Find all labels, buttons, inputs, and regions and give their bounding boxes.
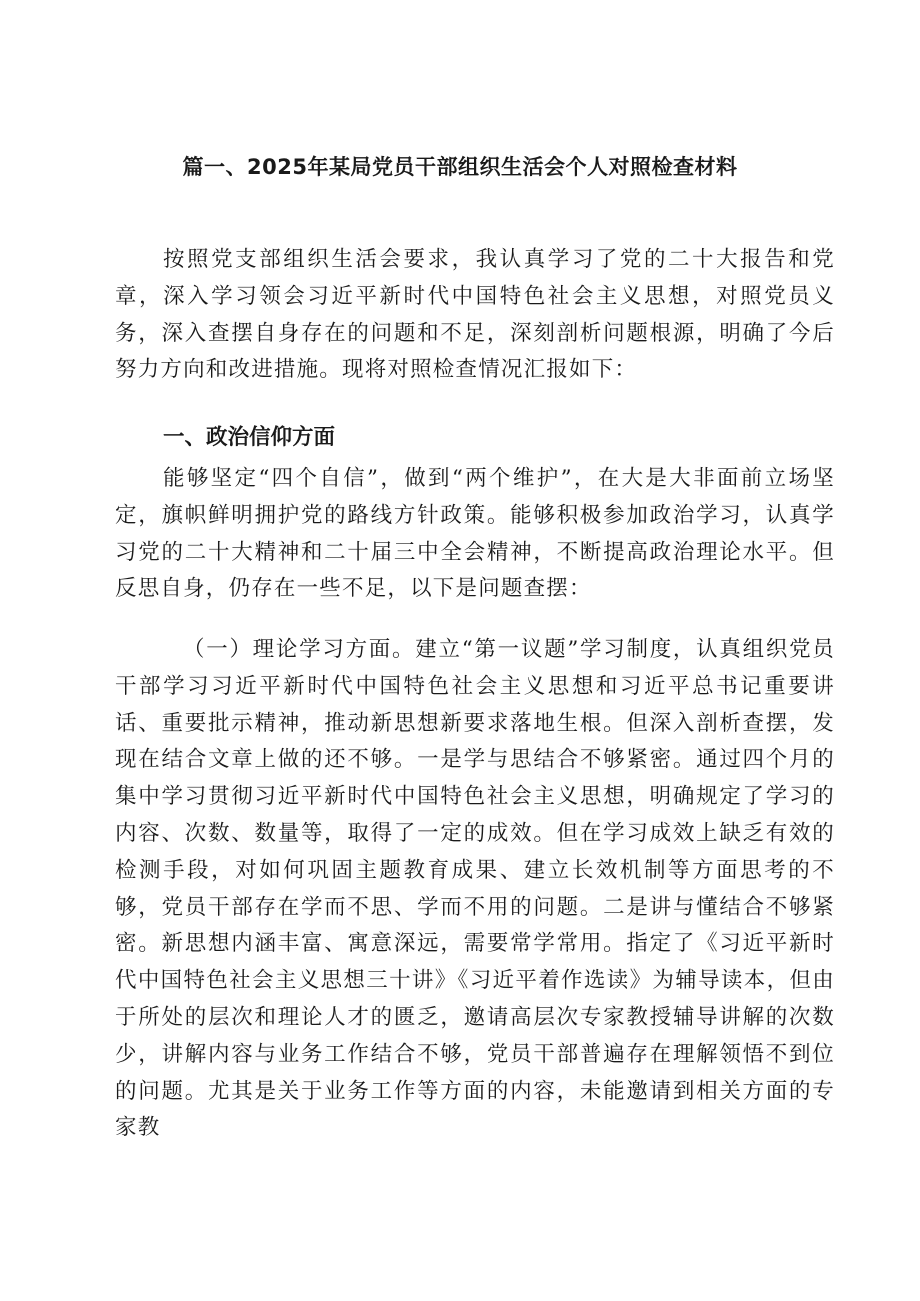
section-heading-political-belief: 一、政治信仰方面 [163, 425, 336, 450]
document-title: 篇一、2025年某局党员干部组织生活会个人对照检查材料 [182, 155, 738, 179]
section-paragraph-political-belief: 能够坚定“四个自信”，做到“两个维护”，在大是大非面前立场坚定，旗帜鲜明拥护党的路线方针政策。能够积极参加政治学习，认真学习党的二十大精神和二十届三中全会精神，不断提高政治理论水平。但反思自身，仍存在一些不足，以下是问题查摆： [115, 466, 835, 602]
intro-paragraph: 按照党支部组织生活会要求，我认真学习了党的二十大报告和党章，深入学习领会习近平新时代中国特色社会主义思想，对照党员义务，深入查摆自身存在的问题和不足，深刻剖析问题根源，明确了今后努力方向和改进措施。现将对照检查情况汇报如下： [115, 247, 835, 383]
subsection-paragraph-theory-study: （一）理论学习方面。建立“第一议题”学习制度，认真组织党员干部学习习近平新时代中国特色社会主义思想和习近平总书记重要讲话、重要批示精神，推动新思想新要求落地生根。但深入剖析查摆，发现在结合文章上做的还不够。一是学与思结合不够紧密。通过四个月的集中学习贯彻习近平新时代中国特色社会主义思想，明确规定了学习的内容、次数、数量等，取得了一定的成效。但在学习成效上缺乏有效的检测手段，对如何巩固主题教育成果、建立长效机制等方面思考的不够，党员干部存在学而不思、学而不用的问题。二是讲与懂结合不够紧密。新思想内涵丰富、寓意深远，需要常学常用。指定了《习近平新时代中国特色社会主义思想三十讲》《习近平着作选读》为辅导读本，但由于所处的层次和理论人才的匮乏，邀请高层次专家教授辅导讲解的次数少，讲解内容与业务工作结合不够，党员干部普遍存在理解领悟不到位的问题。尤其是关于业务工作等方面的内容，未能邀请到相关方面的专家教 [115, 637, 835, 1141]
